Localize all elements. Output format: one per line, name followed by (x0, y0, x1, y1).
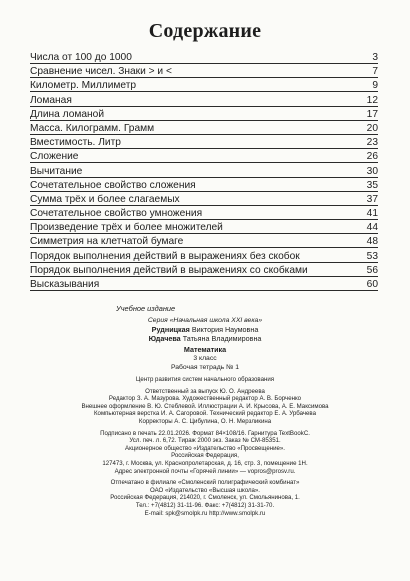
toc-entry-page: 3 (372, 52, 378, 63)
printer-info-line: Российская Федерация, 214020, г. Смоленск, ул. Смольянинова, 1. (110, 494, 300, 502)
toc-entry-title: Сочетательное свойство умножения (30, 208, 203, 220)
credit-line: Компьютерная верстка И. А. Сагоровой. Технический редактор Е. А. Урбачева (94, 410, 316, 418)
print-info-line: Адрес электронной почты «Горячей линии» — vopros@prosv.ru. (114, 467, 296, 475)
print-info-line: Подписано в печать 22.01.2026. Формат 84×108/16. Гарнитура TextBookC. (100, 429, 310, 437)
credits (0, 388, 410, 426)
printer-info-line: Отпечатано в филиале «Смоленский полиграфический комбинат» (110, 479, 300, 487)
toc-entry-page: 17 (366, 108, 378, 120)
toc-entry (30, 66, 378, 78)
toc-entry (30, 109, 378, 121)
toc-entry (30, 151, 378, 163)
toc-entry-page: 9 (372, 80, 378, 92)
toc-entry (30, 123, 378, 135)
credit-line: Редактор З. А. Мазурова. Художественный редактор А. В. Борченко (108, 395, 302, 403)
table-of-contents (30, 52, 378, 291)
toc-entry (30, 222, 378, 234)
toc-entry (30, 180, 378, 192)
toc-entry-page: 56 (366, 264, 378, 276)
toc-entry-title: Вычитание (30, 165, 83, 177)
toc-entry (30, 80, 378, 92)
toc-entry (30, 194, 378, 206)
toc-entry (30, 236, 378, 248)
toc-entry-title: Симметрия на клетчатой бумаге (30, 236, 184, 248)
page-title: Содержание (148, 20, 262, 42)
printer-info (0, 479, 410, 517)
toc-entry-page: 48 (366, 236, 378, 248)
printer-info-line: ОАО «Издательство «Высшая школа». (150, 486, 260, 494)
author-1: Рудницкая Виктория Наумовна (151, 325, 259, 334)
edition-type: Учебное издание (116, 304, 176, 313)
toc-entry-page: 12 (366, 94, 378, 106)
toc-entry-page: 44 (366, 222, 378, 234)
credit-line: Внешнее оформление В. Ю. Стеблевой. Иллюстрации А. И. Крысова, А. Е. Максимова (81, 402, 329, 410)
credit-line: Ответственный за выпуск Ю. О. Андреева (145, 387, 265, 395)
toc-entry (30, 279, 378, 291)
toc-entry-title: Сложение (30, 151, 79, 163)
print-info-line: 127473, г. Москва, ул. Краснопролетарская, д. 16, стр. 3, помещение 1Н. (102, 459, 308, 467)
toc-entry-page: 37 (366, 193, 378, 205)
series: Серия «Начальная школа XXI века» (147, 317, 263, 324)
toc-entry-page: 20 (366, 122, 378, 134)
imprint (0, 305, 410, 517)
toc-entry-title: Масса. Килограмм. Грамм (30, 122, 155, 134)
toc-entry (30, 265, 378, 277)
printer-info-line: E-mail: spk@smolpk.ru http://www.smolpk.ru (144, 509, 266, 517)
print-info-line: Акционерное общество «Издательство «Просвещение». (125, 444, 285, 452)
toc-entry (30, 52, 378, 64)
toc-entry-title: Ломаная (30, 94, 72, 106)
toc-entry-title: Сочетательное свойство сложения (30, 179, 196, 191)
toc-entry-title: Высказывания (30, 279, 100, 290)
print-info-line: Российская Федерация, (171, 452, 239, 460)
toc-entry-page: 41 (366, 208, 378, 220)
toc-entry-page: 53 (366, 250, 378, 262)
author-2: Юдачева Татьяна Владимировна (148, 334, 262, 343)
print-info (0, 430, 410, 476)
toc-entry-title: Произведение трёх и более множителей (30, 222, 223, 234)
toc-entry-title: Сумма трёх и более слагаемых (30, 193, 180, 205)
toc-entry-page: 26 (366, 151, 378, 163)
toc-entry-page: 7 (372, 66, 378, 78)
toc-entry (30, 251, 378, 263)
toc-entry-title: Вместимость. Литр (30, 137, 121, 149)
toc-entry-page: 60 (366, 279, 378, 290)
toc-entry (30, 95, 378, 107)
toc-entry-title: Порядок выполнения действий в выражениях без скобок (30, 250, 300, 262)
toc-entry-title: Сравнение чисел. Знаки > и < (30, 66, 172, 78)
grade: 3 класс (193, 355, 217, 362)
center: Центр развития систем начального образования (135, 376, 275, 383)
toc-entry-page: 30 (366, 165, 378, 177)
toc-entry-page: 23 (366, 137, 378, 149)
subject: Математика (183, 345, 227, 354)
toc-entry-title: Порядок выполнения действий в выражениях со скобками (30, 264, 308, 276)
credit-line: Корректоры А. С. Цибулина, О. Н. Мерзликина (138, 417, 272, 425)
print-info-line: Усл. печ. л. 6,72. Тираж 2000 экз. Заказ № СМ-85351. (129, 437, 281, 445)
book-name: Рабочая тетрадь № 1 (170, 364, 240, 371)
toc-entry (30, 137, 378, 149)
printer-info-line: Тел.: +7(4812) 31-11-96. Факс: +7(4812) 31-31-70. (135, 501, 275, 509)
toc-entry-page: 35 (366, 179, 378, 191)
toc-entry (30, 208, 378, 220)
toc-entry (30, 166, 378, 178)
toc-entry-title: Длина ломаной (30, 108, 105, 120)
toc-entry-title: Километр. Миллиметр (30, 80, 137, 92)
toc-entry-title: Числа от 100 до 1000 (30, 52, 132, 63)
